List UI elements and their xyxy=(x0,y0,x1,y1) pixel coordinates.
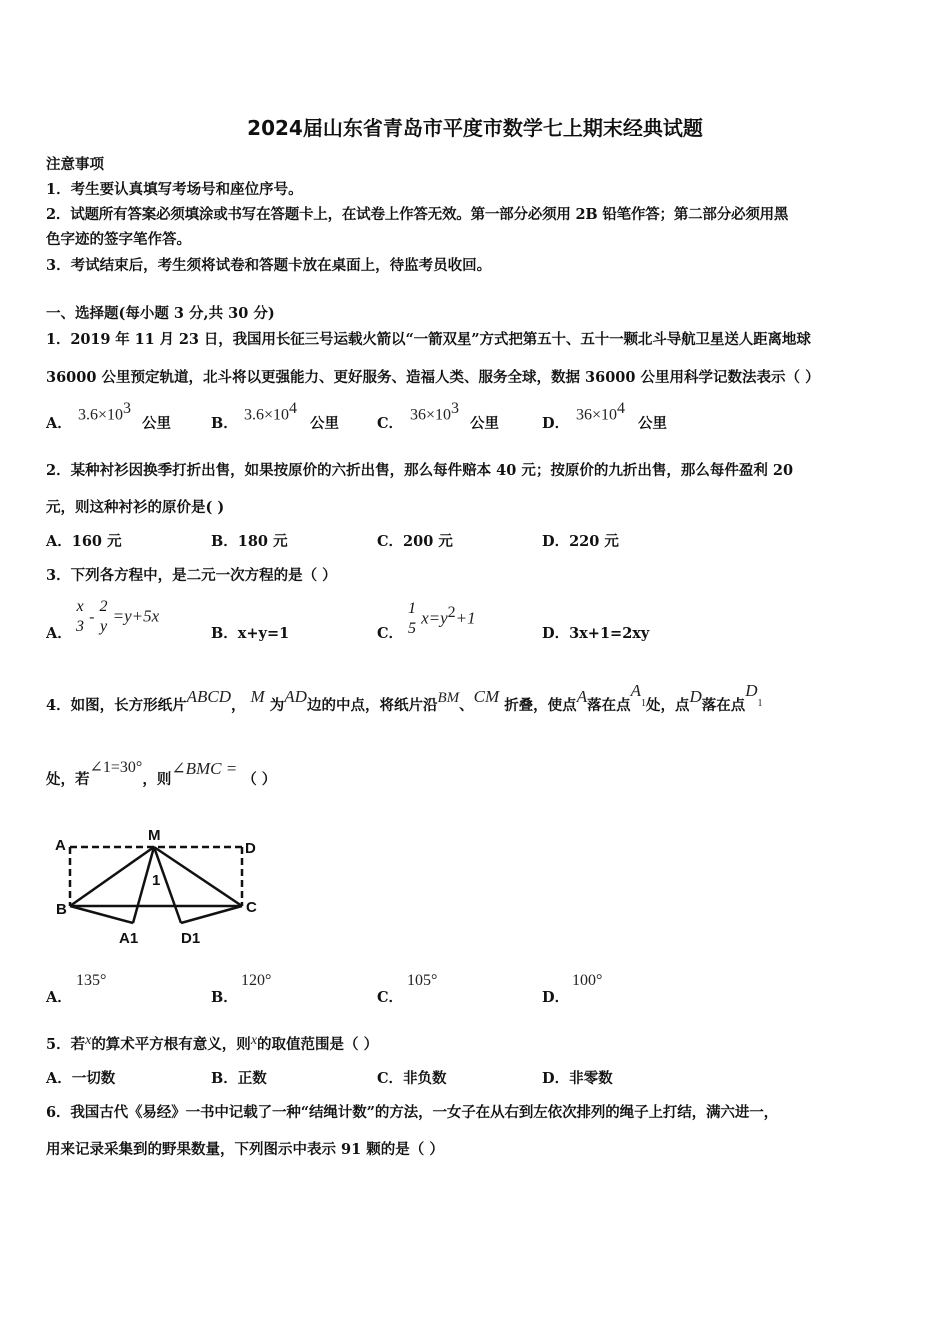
label-a1: A1 xyxy=(119,930,139,947)
q5-option-a: A．一切数 xyxy=(46,1070,116,1087)
notice-item-1: 1．考生要认真填写考场号和座位序号。 xyxy=(46,181,303,198)
label-b: B xyxy=(56,901,67,918)
notice-item-3: 3．考试结束后，考生须将试卷和答题卡放在桌面上，待监考员收回。 xyxy=(46,257,492,274)
q1-option-d-unit: 公里 xyxy=(638,415,667,432)
q3-option-c-label: C． xyxy=(377,625,404,642)
q1-option-d-label: D． xyxy=(542,415,570,432)
question-2-line-2: 元，则这种衬衫的原价是( ) xyxy=(46,499,225,516)
q1-option-c-label: C． xyxy=(377,415,404,432)
q1-option-b-unit: 公里 xyxy=(310,415,339,432)
question-2-line-1: 2．某种衬衫因换季打折出售，如果按原价的六折出售，那么每件赔本 40 元；按原价的九折出售，那么每件盈利 20 xyxy=(46,462,794,479)
q4-option-a-label: A． xyxy=(46,989,72,1006)
question-3-stem: 3．下列各方程中，是二元一次方程的是（ ） xyxy=(46,567,337,584)
q3-option-a-expression: x 3 - 2 y =y+5x xyxy=(76,598,160,635)
q2-option-b: B．180 元 xyxy=(211,533,288,550)
question-6-line-1: 6．我国古代《易经》一书中记载了一种“结绳计数”的方法，一女子在从右到左依次排列的绳子上打结，满六进一， xyxy=(46,1104,779,1121)
q2-option-d: D．220 元 xyxy=(542,533,619,550)
section-heading: 一、选择题(每小题 3 分,共 30 分) xyxy=(46,305,275,322)
notice-item-2-cont: 色字迹的签字笔作答。 xyxy=(46,231,191,248)
q1-option-a-unit: 公里 xyxy=(142,415,171,432)
q4-option-c-label: C． xyxy=(377,989,404,1006)
q5-option-c: C．非负数 xyxy=(377,1070,447,1087)
q1-option-a-value: $3.6\times 10^3$ xyxy=(78,400,132,424)
q1-option-a-label: A． xyxy=(46,415,72,432)
q1-option-c-value: $36\times 10^3$ xyxy=(410,400,460,424)
q4-option-d-label: D． xyxy=(542,989,570,1006)
page-title: 2024届山东省青岛市平度市数学七上期末经典试题 xyxy=(247,116,703,140)
q5-option-d: D．非零数 xyxy=(542,1070,613,1087)
q1-option-b-label: B． xyxy=(211,415,238,432)
q2-option-a: A．160 元 xyxy=(46,533,122,550)
question-1-line-1: 1．2019 年 11 月 23 日，我国用长征三号运载火箭以“一箭双星”方式把第五十、五十一颗北斗导航卫星送人距离地球 xyxy=(46,331,811,348)
q2-option-c: C．200 元 xyxy=(377,533,453,550)
q3-option-b: B．x+y=1 xyxy=(211,625,290,642)
label-d: D xyxy=(245,840,256,857)
q5-option-b: B．正数 xyxy=(211,1070,267,1087)
question-5-stem: 5．若x的算术平方根有意义，则x的取值范围是（ ） xyxy=(46,1033,379,1053)
q4-option-a-value: 135° xyxy=(76,972,107,989)
q3-option-c-expression: 1 5 $x=y^2+1$ xyxy=(408,600,476,637)
label-a: A xyxy=(55,837,66,854)
rectangle-fold-figure xyxy=(50,820,280,950)
label-m: M xyxy=(148,827,161,844)
segment-c-d1 xyxy=(181,906,242,923)
q1-option-c-unit: 公里 xyxy=(470,415,499,432)
label-d1: D1 xyxy=(181,930,201,947)
q4-option-b-value: 120° xyxy=(241,972,272,989)
segment-b-a1 xyxy=(70,906,133,923)
fold-cm xyxy=(154,847,242,906)
q4-option-d-value: 100° xyxy=(572,972,603,989)
question-1-line-2: 36000 公里预定轨道，北斗将以更强能力、更好服务、造福人类、服务全球，数据 36000 公里用科学记数法表示（ ） xyxy=(46,369,820,386)
q3-option-a-label: A． xyxy=(46,625,72,642)
q4-option-c-value: 105° xyxy=(407,972,438,989)
q3-option-d: D．3x+1=2xy xyxy=(542,625,650,642)
q1-option-d-value: $36\times 10^4$ xyxy=(576,400,626,424)
question-4-line-2: 处，若∠1=30°，则∠BMC = （ ） xyxy=(46,759,277,788)
question-6-line-2: 用来记录采集到的野果数量，下列图示中表示 91 颗的是（ ） xyxy=(46,1141,444,1158)
q1-option-b-value: $3.6\times 10^4$ xyxy=(244,400,298,424)
label-c: C xyxy=(246,899,257,916)
label-angle-1: 1 xyxy=(152,872,161,889)
notice-heading: 注意事项 xyxy=(46,156,104,173)
q4-option-b-label: B． xyxy=(211,989,238,1006)
notice-item-2: 2．试题所有答案必须填涂或书写在答题卡上，在试卷上作答无效。第一部分必须用 2B 铅笔作答；第二部分必须用黑 xyxy=(46,206,789,223)
question-4-line-1: 4．如图，长方形纸片ABCD， M 为AD边的中点，将纸片沿BM、CM 折叠，使点A落在点$A_1$处，点D落在点$D_1$ xyxy=(46,681,763,714)
